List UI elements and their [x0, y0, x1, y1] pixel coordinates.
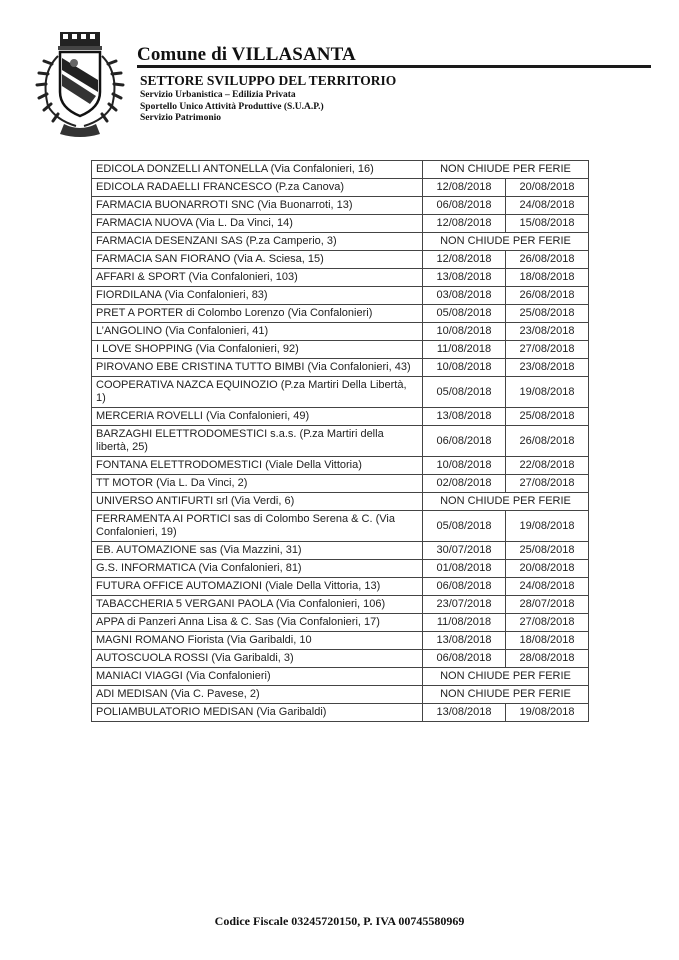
business-name-cell: BARZAGHI ELETTRODOMESTICI s.a.s. (P.za Martiri della libertà, 25): [92, 426, 423, 457]
business-name-cell: EB. AUTOMAZIONE sas (Via Mazzini, 31): [92, 542, 423, 560]
closure-start-cell: 06/08/2018: [423, 650, 506, 668]
table-row: [92, 179, 589, 197]
table-row: [92, 341, 589, 359]
closure-end-cell: 26/08/2018: [506, 251, 589, 269]
table-row: [92, 359, 589, 377]
table-row: [92, 614, 589, 632]
service-line: Servizio Patrimonio: [140, 113, 221, 123]
closure-start-cell: 10/08/2018: [423, 359, 506, 377]
closure-end-cell: 26/08/2018: [506, 426, 589, 457]
business-name-cell: UNIVERSO ANTIFURTI srl (Via Verdi, 6): [92, 493, 423, 511]
business-name-cell: EDICOLA RADAELLI FRANCESCO (P.za Canova): [92, 179, 423, 197]
business-name-cell: MANIACI VIAGGI (Via Confalonieri): [92, 668, 423, 686]
closure-start-cell: 13/08/2018: [423, 269, 506, 287]
business-name-cell: FARMACIA SAN FIORANO (Via A. Sciesa, 15): [92, 251, 423, 269]
business-name-cell: FARMACIA DESENZANI SAS (P.za Camperio, 3): [92, 233, 423, 251]
table-row: [92, 560, 589, 578]
business-name-cell: ADI MEDISAN (Via C. Pavese, 2): [92, 686, 423, 704]
business-name-cell: PIROVANO EBE CRISTINA TUTTO BIMBI (Via Confalonieri, 43): [92, 359, 423, 377]
business-name-cell: I LOVE SHOPPING (Via Confalonieri, 92): [92, 341, 423, 359]
closure-start-cell: 11/08/2018: [423, 614, 506, 632]
closure-end-cell: 23/08/2018: [506, 323, 589, 341]
closure-end-cell: 26/08/2018: [506, 287, 589, 305]
business-name-cell: FIORDILANA (Via Confalonieri, 83): [92, 287, 423, 305]
table-row: [92, 233, 589, 251]
business-name-cell: AUTOSCUOLA ROSSI (Via Garibaldi, 3): [92, 650, 423, 668]
closure-end-cell: 24/08/2018: [506, 197, 589, 215]
closure-end-cell: 19/08/2018: [506, 511, 589, 542]
business-name-cell: FARMACIA NUOVA (Via L. Da Vinci, 14): [92, 215, 423, 233]
closure-start-cell: 06/08/2018: [423, 578, 506, 596]
business-name-cell: POLIAMBULATORIO MEDISAN (Via Garibaldi): [92, 704, 423, 722]
table-row: [92, 161, 589, 179]
closure-end-cell: 25/08/2018: [506, 408, 589, 426]
business-name-cell: COOPERATIVA NAZCA EQUINOZIO (P.za Martiri Della Libertà, 1): [92, 377, 423, 408]
table-row: [92, 305, 589, 323]
table-row: [92, 650, 589, 668]
table-row: [92, 377, 589, 408]
table-row: [92, 287, 589, 305]
table-row: [92, 269, 589, 287]
no-closure-cell: NON CHIUDE PER FERIE: [423, 161, 589, 179]
closure-start-cell: 13/08/2018: [423, 408, 506, 426]
table-row: [92, 475, 589, 493]
closure-start-cell: 30/07/2018: [423, 542, 506, 560]
closure-end-cell: 20/08/2018: [506, 179, 589, 197]
municipal-crest-icon: [30, 30, 130, 138]
table-row: [92, 408, 589, 426]
business-name-cell: G.S. INFORMATICA (Via Confalonieri, 81): [92, 560, 423, 578]
closure-start-cell: 10/08/2018: [423, 323, 506, 341]
closure-start-cell: 01/08/2018: [423, 560, 506, 578]
table-row: [92, 578, 589, 596]
table-row: [92, 668, 589, 686]
closure-start-cell: 23/07/2018: [423, 596, 506, 614]
closure-end-cell: 27/08/2018: [506, 614, 589, 632]
closure-start-cell: 11/08/2018: [423, 341, 506, 359]
business-name-cell: TT MOTOR (Via L. Da Vinci, 2): [92, 475, 423, 493]
closure-end-cell: 18/08/2018: [506, 632, 589, 650]
closure-end-cell: 20/08/2018: [506, 560, 589, 578]
table-row: [92, 686, 589, 704]
closure-start-cell: 05/08/2018: [423, 511, 506, 542]
closure-end-cell: 25/08/2018: [506, 305, 589, 323]
closure-start-cell: 02/08/2018: [423, 475, 506, 493]
business-name-cell: AFFARI & SPORT (Via Confalonieri, 103): [92, 269, 423, 287]
closure-end-cell: 18/08/2018: [506, 269, 589, 287]
closure-end-cell: 28/07/2018: [506, 596, 589, 614]
holiday-closures-table: [91, 160, 589, 722]
business-name-cell: L’ANGOLINO (Via Confalonieri, 41): [92, 323, 423, 341]
business-name-cell: PRET A PORTER di Colombo Lorenzo (Via Confalonieri): [92, 305, 423, 323]
no-closure-cell: NON CHIUDE PER FERIE: [423, 233, 589, 251]
closure-start-cell: 13/08/2018: [423, 704, 506, 722]
no-closure-cell: NON CHIUDE PER FERIE: [423, 493, 589, 511]
table-row: [92, 251, 589, 269]
closure-end-cell: 23/08/2018: [506, 359, 589, 377]
table-row: [92, 197, 589, 215]
service-line: Sportello Unico Attività Produttive (S.U.A.P.): [140, 101, 324, 112]
closure-start-cell: 12/08/2018: [423, 179, 506, 197]
closure-end-cell: 19/08/2018: [506, 704, 589, 722]
closure-end-cell: 27/08/2018: [506, 341, 589, 359]
closure-end-cell: 27/08/2018: [506, 475, 589, 493]
business-name-cell: MERCERIA ROVELLI (Via Confalonieri, 49): [92, 408, 423, 426]
header-divider: [137, 65, 651, 68]
table-row: [92, 323, 589, 341]
tax-code-footer: Codice Fiscale 03245720150, P. IVA 00745580969: [214, 914, 465, 928]
business-name-cell: TABACCHERIA 5 VERGANI PAOLA (Via Confalonieri, 106): [92, 596, 423, 614]
closures-table-body: [92, 161, 589, 722]
closure-start-cell: 10/08/2018: [423, 457, 506, 475]
table-row: [92, 704, 589, 722]
table-row: [92, 493, 589, 511]
closure-start-cell: 12/08/2018: [423, 215, 506, 233]
table-row: [92, 426, 589, 457]
sector-title: SETTORE SVILUPPO DEL TERRITORIO: [140, 73, 397, 88]
closure-end-cell: 25/08/2018: [506, 542, 589, 560]
business-name-cell: FUTURA OFFICE AUTOMAZIONI (Viale Della Vittoria, 13): [92, 578, 423, 596]
closure-end-cell: 24/08/2018: [506, 578, 589, 596]
closure-start-cell: 13/08/2018: [423, 632, 506, 650]
business-name-cell: FERRAMENTA AI PORTICI sas di Colombo Serena & C. (Via Confalonieri, 19): [92, 511, 423, 542]
closure-start-cell: 06/08/2018: [423, 426, 506, 457]
closure-start-cell: 12/08/2018: [423, 251, 506, 269]
service-list: [140, 90, 324, 125]
closure-start-cell: 06/08/2018: [423, 197, 506, 215]
closure-end-cell: 19/08/2018: [506, 377, 589, 408]
no-closure-cell: NON CHIUDE PER FERIE: [423, 686, 589, 704]
service-line: Servizio Urbanistica – Edilizia Privata: [140, 90, 296, 100]
business-name-cell: FARMACIA BUONARROTI SNC (Via Buonarroti, 13): [92, 197, 423, 215]
table-row: [92, 542, 589, 560]
business-name-cell: APPA di Panzeri Anna Lisa & C. Sas (Via Confalonieri, 17): [92, 614, 423, 632]
table-row: [92, 596, 589, 614]
closure-end-cell: 28/08/2018: [506, 650, 589, 668]
no-closure-cell: NON CHIUDE PER FERIE: [423, 668, 589, 686]
closure-end-cell: 22/08/2018: [506, 457, 589, 475]
closure-start-cell: 03/08/2018: [423, 287, 506, 305]
closure-start-cell: 05/08/2018: [423, 305, 506, 323]
municipality-title: Comune di VILLASANTA: [137, 44, 356, 65]
table-row: [92, 215, 589, 233]
closure-end-cell: 15/08/2018: [506, 215, 589, 233]
closure-start-cell: 05/08/2018: [423, 377, 506, 408]
table-row: [92, 457, 589, 475]
business-name-cell: MAGNI ROMANO Fiorista (Via Garibaldi, 10: [92, 632, 423, 650]
business-name-cell: FONTANA ELETTRODOMESTICI (Viale Della Vittoria): [92, 457, 423, 475]
business-name-cell: EDICOLA DONZELLI ANTONELLA (Via Confalonieri, 16): [92, 161, 423, 179]
table-row: [92, 632, 589, 650]
table-row: [92, 511, 589, 542]
